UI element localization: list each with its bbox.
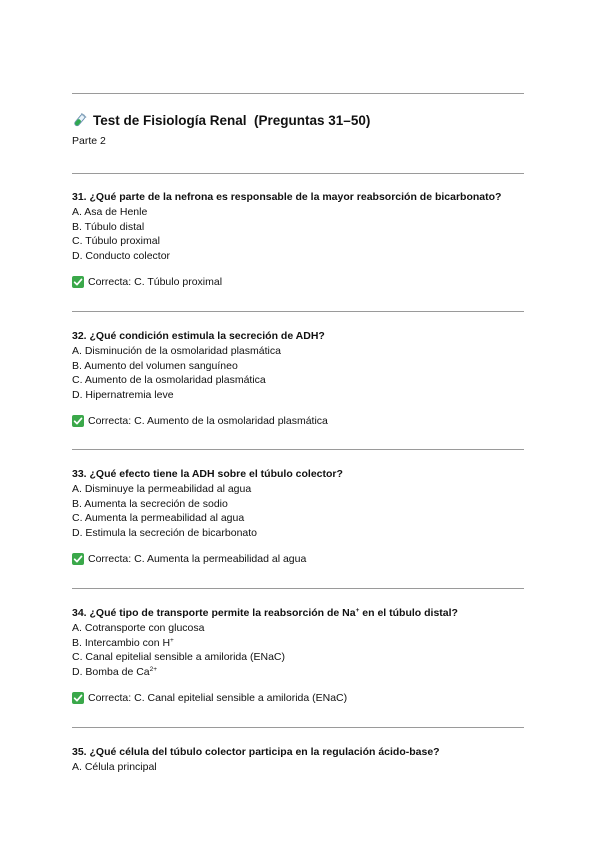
question-title: 32. ¿Qué condición estimula la secreción de ADH?	[72, 330, 325, 342]
option-b: B. Aumenta la secreción de sodio	[72, 497, 228, 510]
correct-answer	[72, 275, 532, 289]
answer-value: C. Aumenta la permeabilidad al agua	[134, 552, 307, 565]
question-title: 34. ¿Qué tipo de transporte permite la reabsorción de Na+ en el túbulo distal?	[72, 607, 458, 619]
question-title: 33. ¿Qué efecto tiene la ADH sobre el túbulo colector?	[72, 468, 343, 480]
answer-prefix: Correcta:	[88, 552, 132, 565]
check-mark-icon	[72, 415, 84, 427]
page-subtitle: Parte 2	[72, 135, 106, 147]
option-a: A. Célula principal	[72, 761, 157, 773]
check-mark-icon	[72, 692, 84, 704]
option-d: D. Estimula la secreción de bicarbonato	[72, 527, 258, 540]
divider	[72, 727, 524, 728]
option-c: C. Canal epitelial sensible a amilorida (ENaC)	[72, 651, 286, 664]
answer-value: C. Túbulo proximal	[134, 275, 223, 288]
option-c: C. Aumento de la osmolaridad plasmática	[72, 374, 266, 387]
question-block	[72, 606, 532, 705]
option-d: D. Hipernatremia leve	[72, 389, 174, 402]
divider	[72, 449, 524, 450]
answer-prefix: Correcta:	[88, 414, 132, 427]
question-title: 35. ¿Qué célula del túbulo colector participa en la regulación ácido-base?	[72, 746, 440, 758]
option-a: A. Disminución de la osmolaridad plasmática	[72, 345, 281, 357]
answer-prefix: Correcta:	[88, 275, 132, 288]
option-b: B. Intercambio con H+	[72, 636, 174, 649]
answer-value: C. Canal epitelial sensible a amilorida (ENaC)	[134, 691, 348, 704]
check-mark-icon	[72, 276, 84, 288]
option-a: A. Disminuye la permeabilidad al agua	[72, 483, 252, 495]
check-mark-icon	[72, 553, 84, 565]
option-a: A. Cotransporte con glucosa	[72, 622, 205, 634]
correct-answer	[72, 691, 532, 705]
divider	[72, 173, 524, 174]
option-b: B. Aumento del volumen sanguíneo	[72, 359, 238, 372]
option-c: C. Aumenta la permeabilidad al agua	[72, 512, 245, 525]
option-d: D. Bomba de $Ca^{2+}$	[72, 666, 158, 679]
option-d: D. Conducto colector	[72, 250, 171, 263]
option-a: A. Asa de Henle	[72, 206, 148, 218]
answer-prefix: Correcta:	[88, 691, 132, 704]
test-tube-icon	[72, 113, 87, 128]
page-title-text: Test de Fisiología Renal (Preguntas 31–50)	[93, 113, 371, 128]
answer-value: C. Aumento de la osmolaridad plasmática	[134, 414, 328, 427]
option-c: C. Túbulo proximal	[72, 235, 160, 248]
question-block	[72, 467, 532, 566]
question-title: 31. ¿Qué parte de la nefrona es responsable de la mayor reabsorción de bicarbonato?	[72, 191, 502, 203]
correct-answer	[72, 414, 532, 428]
correct-answer	[72, 552, 532, 566]
question-block	[72, 745, 532, 775]
question-block	[72, 190, 532, 289]
divider	[72, 93, 524, 94]
question-block	[72, 329, 532, 428]
option-b: B. Túbulo distal	[72, 220, 145, 233]
divider	[72, 588, 524, 589]
page-title	[72, 113, 370, 128]
divider	[72, 311, 524, 312]
